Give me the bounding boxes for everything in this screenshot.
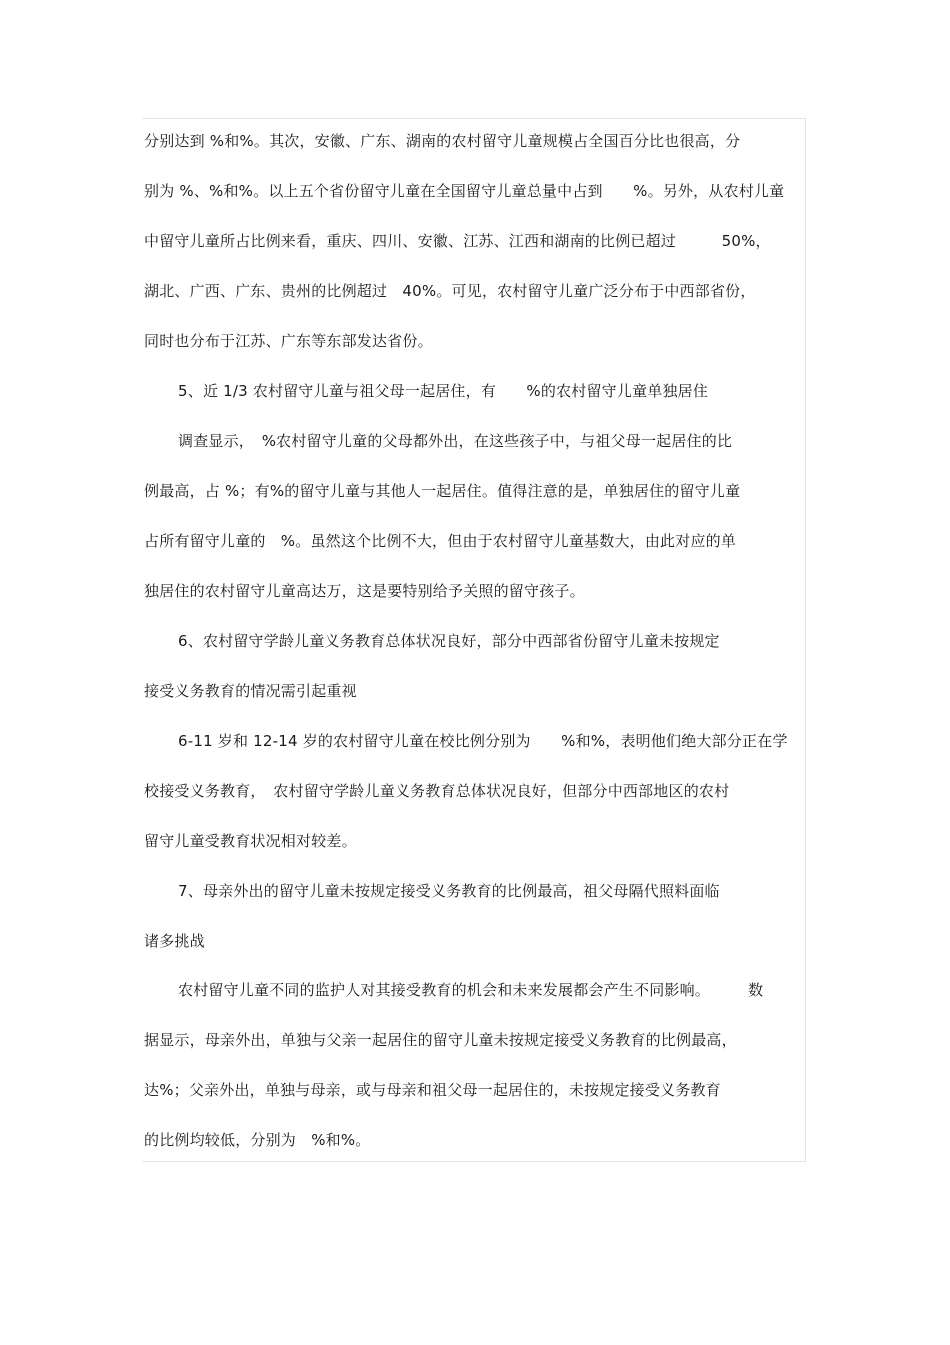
- text-line: 例最高，占 %；有%的留守儿童与其他人一起居住。值得注意的是，单独居住的留守儿童: [144, 482, 741, 500]
- section-heading-cont: 接受义务教育的情况需引起重视: [144, 682, 357, 700]
- section-heading: 7、母亲外出的留守儿童未按规定接受义务教育的比例最高，祖父母隔代照料面临: [178, 882, 720, 900]
- text-line: 留守儿童受教育状况相对较差。: [144, 832, 357, 850]
- text-line: 占所有留守儿童的 %。虽然这个比例不大，但由于农村留守儿童基数大，由此对应的单: [144, 532, 737, 550]
- section-heading-cont: 诸多挑战: [144, 932, 205, 950]
- text-line: 湖北、广西、广东、贵州的比例超过 40%。可见，农村留守儿童广泛分布于中西部省份，: [144, 282, 756, 300]
- section-heading: 6、农村留守学龄儿童义务教育总体状况良好，部分中西部省份留守儿童未按规定: [178, 632, 720, 650]
- text-line: 达%；父亲外出，单独与母亲，或与母亲和祖父母一起居住的，未按规定接受义务教育: [144, 1081, 721, 1099]
- text-line: 据显示，母亲外出，单独与父亲一起居住的留守儿童未按规定接受义务教育的比例最高，: [144, 1031, 737, 1049]
- text-line: 分别达到 %和%。其次，安徽、广东、湖南的农村留守儿童规模占全国百分比也很高，分: [144, 132, 741, 150]
- paragraph-start: 农村留守儿童不同的监护人对其接受教育的机会和未来发展都会产生不同影响。 数: [178, 981, 764, 999]
- text-line: 校接受义务教育， 农村留守学龄儿童义务教育总体状况良好，但部分中西部地区的农村: [144, 782, 730, 800]
- paragraph-start: 6-11 岁和 12-14 岁的农村留守儿童在校比例分别为 %和%，表明他们绝大部分正在学: [178, 732, 788, 750]
- text-line: 中留守儿童所占比例来看，重庆、四川、安徽、江苏、江西和湖南的比例已超过 50%，: [144, 232, 771, 250]
- text-line: 独居住的农村留守儿童高达万，这是要特别给予关照的留守孩子。: [144, 582, 585, 600]
- paragraph-start: 调查显示， %农村留守儿童的父母都外出，在这些孩子中，与祖父母一起居住的比: [178, 432, 733, 450]
- text-line: 的比例均较低，分别为 %和%。: [144, 1131, 371, 1149]
- text-line: 别为 %、%和%。以上五个省份留守儿童在全国留守儿童总量中占到 %。另外，从农村儿童: [144, 182, 785, 200]
- section-heading: 5、近 1/3 农村留守儿童与祖父母一起居住，有 %的农村留守儿童单独居住: [178, 382, 709, 400]
- text-line: 同时也分布于江苏、广东等东部发达省份。: [144, 332, 433, 350]
